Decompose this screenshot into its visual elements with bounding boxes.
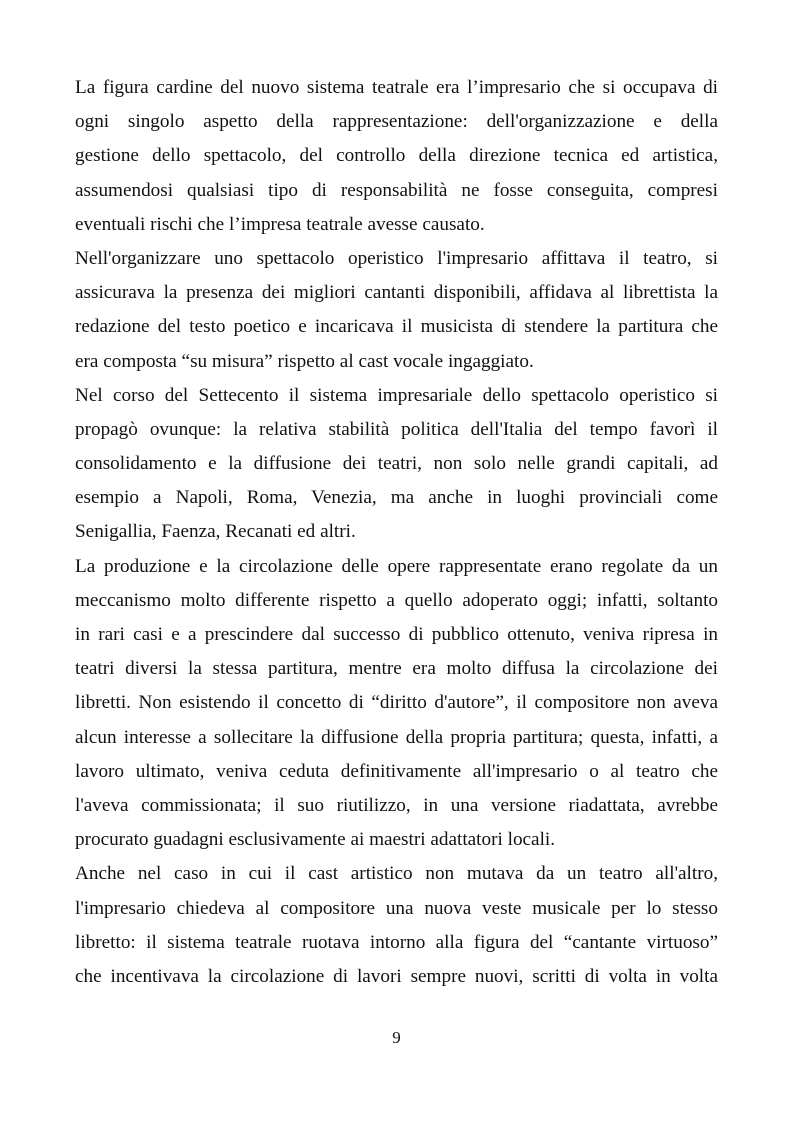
text-line: alcun interesse a sollecitare la diffusione della propria partitura; questa, infatti, a — [75, 726, 718, 748]
paragraph — [75, 550, 718, 858]
text-line: che incentivava la circolazione di lavori sempre nuovi, scritti di volta in volta — [75, 965, 718, 987]
paragraph — [75, 71, 718, 242]
text-line: eventuali rischi che l’impresa teatrale avesse causato. — [75, 213, 485, 235]
paragraph — [75, 242, 718, 379]
text-line: teatri diversi la stessa partitura, mentre era molto diffusa la circolazione dei — [75, 658, 718, 680]
text-line: l'aveva commissionata; il suo riutilizzo, in una versione riadattata, avrebbe — [75, 794, 718, 816]
text-line: La produzione e la circolazione delle opere rappresentate erano regolate da un — [75, 555, 718, 577]
text-line: propagò ovunque: la relativa stabilità politica dell'Italia del tempo favorì il — [75, 418, 718, 440]
text-line: libretti. Non esistendo il concetto di “diritto d'autore”, il compositore non aveva — [75, 692, 718, 714]
text-line: libretto: il sistema teatrale ruotava intorno alla figura del “cantante virtuoso” — [75, 931, 718, 953]
text-line: Anche nel caso in cui il cast artistico non mutava da un teatro all'altro, — [75, 863, 718, 885]
text-line: gestione dello spettacolo, del controllo della direzione tecnica ed artistica, — [75, 145, 718, 167]
text-line: meccanismo molto differente rispetto a quello adoperato oggi; infatti, soltanto — [75, 589, 718, 611]
text-line: Nell'organizzare uno spettacolo operistico l'impresario affittava il teatro, si — [75, 247, 718, 269]
page-number: 9 — [392, 1028, 401, 1047]
text-line: consolidamento e la diffusione dei teatri, non solo nelle grandi capitali, ad — [75, 453, 718, 475]
text-line: La figura cardine del nuovo sistema teatrale era l’impresario che si occupava di — [75, 77, 718, 98]
text-line: redazione del testo poetico e incaricava il musicista di stendere la partitura che — [75, 316, 718, 338]
text-line: in rari casi e a prescindere dal successo di pubblico ottenuto, veniva ripresa in — [75, 624, 718, 645]
text-line: procurato guadagni esclusivamente ai maestri adattatori locali. — [75, 829, 556, 851]
paragraph — [75, 379, 718, 550]
paragraph — [75, 857, 718, 994]
text-line: ogni singolo aspetto della rappresentazione: dell'organizzazione e della — [75, 111, 718, 133]
text-line: lavoro ultimato, veniva ceduta definitivamente all'impresario o al teatro che — [75, 760, 718, 782]
body-text — [75, 71, 718, 994]
text-line: esempio a Napoli, Roma, Venezia, ma anche in luoghi provinciali come — [75, 487, 718, 509]
text-line: Nel corso del Settecento il sistema impresariale dello spettacolo operistico si — [75, 384, 718, 406]
text-line: Senigallia, Faenza, Recanati ed altri. — [75, 521, 356, 543]
text-line: assicurava la presenza dei migliori cantanti disponibili, affidava al librettista la — [75, 282, 718, 304]
text-line: era composta “su misura” rispetto al cast vocale ingaggiato. — [75, 350, 534, 372]
text-line: assumendosi qualsiasi tipo di responsabilità ne fosse conseguita, compresi — [75, 179, 718, 201]
text-line: l'impresario chiedeva al compositore una nuova veste musicale per lo stesso — [75, 897, 718, 919]
